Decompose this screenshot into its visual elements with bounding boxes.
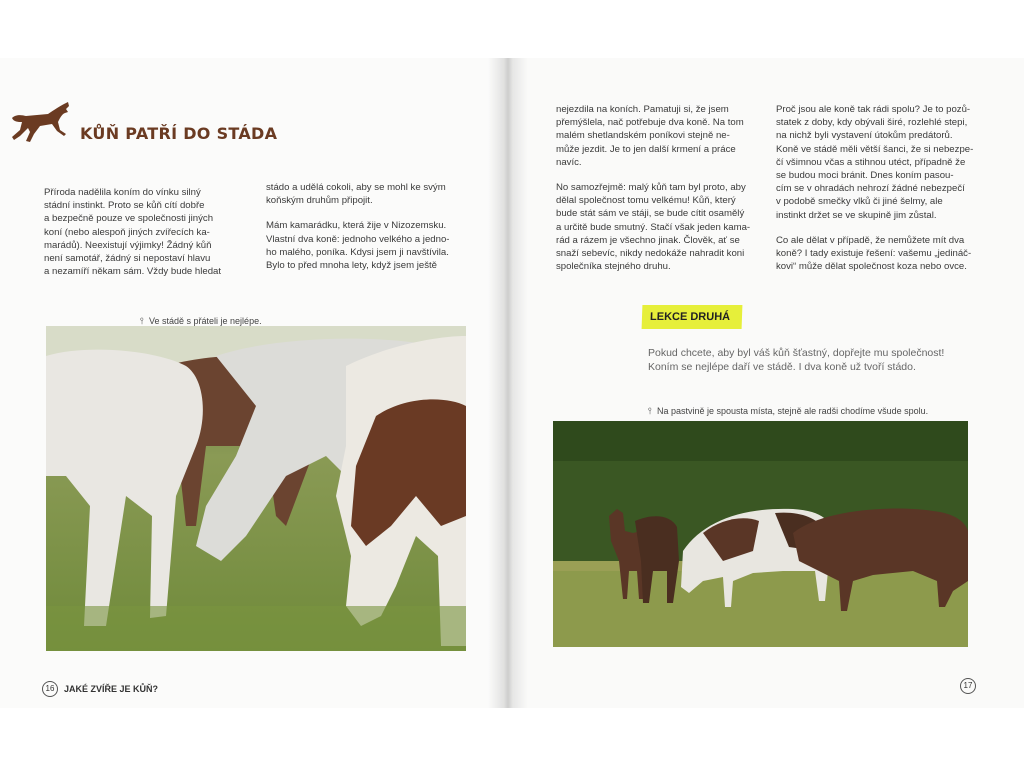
text-line: koně? I tady existuje řešení: vašemu „jedináč- — [776, 248, 972, 260]
right-text-col2 — [776, 103, 986, 273]
text-line: Koně ve stádě měli větší šanci, že si nebezpe- — [776, 143, 974, 155]
text-line: se budou moci bránit. Dnes koním pasou- — [776, 170, 954, 182]
lesson-label: LEKCE DRUHÁ — [642, 305, 743, 329]
text-line: nejezdila na koních. Pamatuji si, že jsem — [556, 104, 729, 115]
text-line: v podobě smečky vlků či jiné šelmy, ale — [776, 196, 943, 208]
caption-text: Ve stádě s přáteli je nejlépe. — [149, 316, 262, 326]
page-number-right: 17 — [960, 678, 976, 694]
text-line: a určitě bude smutný. Stačí však jeden kama- — [556, 221, 751, 233]
book-gutter — [488, 58, 528, 708]
text-line: rád a rázem je všechno jinak. Člověk, ať se — [556, 234, 740, 246]
text-line: No samozřejmě: malý kůň tam byl proto, aby — [556, 182, 746, 194]
left-text-col2 — [266, 181, 476, 272]
horse-silhouette-icon — [8, 100, 74, 144]
text-line: stádo a udělá cokoli, aby se mohl ke svým — [266, 182, 446, 193]
text-line: statek z doby, kdy obývali širé, rozlehlé stepi, — [776, 117, 968, 129]
text-line: marádů). Neexistují výjimky! Žádný kůň — [44, 239, 212, 251]
text-line: Příroda nadělila koním do vínku silný — [44, 187, 201, 198]
lesson-text — [648, 346, 944, 374]
page-title: KŮŇ PATŘÍ DO STÁDA — [80, 124, 278, 143]
text-line: Proč jsou ale koně tak rádi spolu? Je to pozů- — [776, 104, 971, 115]
text-line: a nezamíří někam sám. Vždy bude hledat — [44, 266, 222, 278]
text-line: společníka stejného druhu. — [556, 261, 671, 273]
text-line: ho malého, poníka. Kdysi jsem ji navštívila. — [266, 246, 449, 258]
text-line: cím se v ohradách nehrozí žádné nebezpečí — [776, 183, 965, 195]
page-number-left: 16 — [42, 681, 58, 697]
text-line: navíc. — [556, 156, 582, 168]
text-line: koňským druhům připojit. — [266, 195, 373, 207]
right-footer — [960, 678, 982, 694]
text-line: dělal společnost tomu velkému! Kůň, který — [556, 195, 736, 207]
herd-pasture-illustration — [553, 421, 968, 647]
text-line: a bezpečně pouze ve společnosti jiných — [44, 213, 214, 225]
text-line: není samotář, žádný si nepostaví hlavu — [44, 253, 211, 265]
text-line: koní (nebo alespoň jiných zvířecích ka- — [44, 226, 210, 238]
horses-grazing-illustration — [46, 326, 466, 651]
text-line: čí všimnou včas a stihnou utéct, případně že — [776, 156, 966, 168]
text-line: na nichž byli vystavení útokům predátorů. — [776, 130, 953, 142]
lesson-line: Pokud chcete, aby byl váš kůň šťastný, dopřejte mu společnost! — [648, 347, 945, 359]
text-line: bude stát sám ve stáji, se bude cítit osamělý — [556, 208, 745, 220]
left-text-col1 — [44, 186, 244, 278]
caption-text: Na pastvině je spousta místa, stejně ale radši chodíme všude spolu. — [657, 406, 929, 416]
chapter-title: JAKÉ ZVÍŘE JE KŮŇ? — [64, 684, 159, 694]
text-line: instinkt držet se ve skupině jim zůstal. — [776, 209, 937, 221]
text-line: snaží sebevíc, nikdy nedokáže nahradit koni — [556, 248, 745, 260]
pin-icon: ⫯ — [648, 406, 652, 416]
text-line: kovi“ může dělat společnost koza nebo ovce. — [776, 261, 967, 273]
right-text-col1 — [556, 103, 756, 273]
herd-pasture-photo — [553, 421, 968, 647]
text-line: stádní instinkt. Proto se kůň cítí dobře — [44, 200, 205, 212]
lesson-line: Koním se nejlépe daří ve stádě. I dva koně už tvoří stádo. — [648, 361, 916, 373]
left-footer — [42, 681, 158, 697]
text-line: Co ale dělat v případě, že nemůžete mít dva — [776, 234, 965, 246]
text-line: Bylo to před mnoha lety, když jsem ještě — [266, 260, 437, 272]
text-line: Vlastní dva koně: jednoho velkého a jedno- — [266, 233, 450, 245]
photo-caption-right — [648, 406, 928, 417]
text-line: může jezdit. Je to jen další krmení a práce — [556, 143, 736, 155]
text-line: malém shetlandském poníkovi stejně ne- — [556, 130, 730, 142]
text-line: přemýšlela, nač potřebuje dva koně. Na tom — [556, 117, 744, 129]
text-line: Mám kamarádku, která žije v Nizozemsku. — [266, 220, 447, 232]
pin-icon: ⫯ — [140, 316, 144, 326]
horses-grazing-photo — [46, 326, 466, 651]
